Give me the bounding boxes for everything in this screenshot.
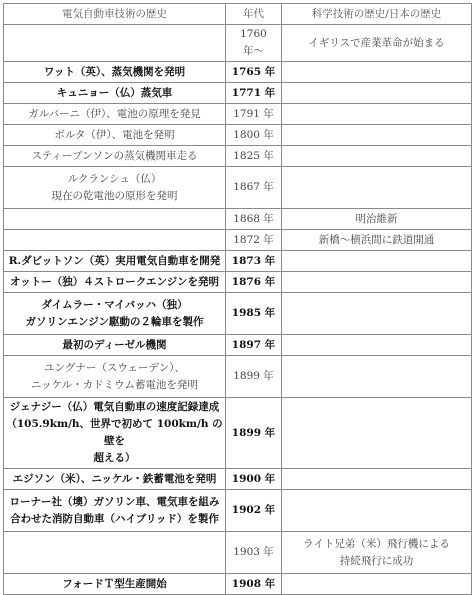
year-cell: 1771 年	[226, 83, 282, 104]
history-table	[3, 3, 472, 595]
table-row	[4, 146, 472, 167]
event-cell: ダイムラー・マイバッハ（独） ガソリンエンジン駆動の２輪車を製作	[4, 293, 226, 335]
event-cell: 最初のディーゼル機関	[4, 335, 226, 356]
year-cell: 1825 年	[226, 146, 282, 167]
year-cell: 1800 年	[226, 125, 282, 146]
world-history-cell	[282, 83, 472, 104]
table-row	[4, 574, 472, 595]
world-history-cell: 新橋〜横浜間に鉄道開通	[282, 230, 472, 251]
table-row	[4, 335, 472, 356]
table-row	[4, 125, 472, 146]
table-row	[4, 293, 472, 335]
year-cell: 1867 年	[226, 167, 282, 209]
world-history-cell	[282, 398, 472, 469]
world-history-cell	[282, 293, 472, 335]
world-history-cell	[282, 335, 472, 356]
year-cell: 1791 年	[226, 104, 282, 125]
event-cell: ワット（英）、蒸気機関を発明	[4, 62, 226, 83]
event-cell	[4, 209, 226, 230]
table-row	[4, 356, 472, 398]
year-cell: 1872 年	[226, 230, 282, 251]
world-history-cell	[282, 356, 472, 398]
event-cell	[4, 532, 226, 574]
world-history-cell	[282, 272, 472, 293]
year-cell: 1903 年	[226, 532, 282, 574]
world-history-cell	[282, 251, 472, 272]
table-row	[4, 62, 472, 83]
event-cell	[4, 25, 226, 62]
world-history-cell: 明治維新	[282, 209, 472, 230]
year-cell: 1908 年	[226, 574, 282, 595]
world-history-cell	[282, 490, 472, 532]
year-cell: 1902 年	[226, 490, 282, 532]
table-row	[4, 230, 472, 251]
year-cell: 1985 年	[226, 293, 282, 335]
year-cell: 1899 年	[226, 398, 282, 469]
header-science-japan-history: 科学技術の歴史/日本の歴史	[282, 4, 472, 25]
year-cell: 1868 年	[226, 209, 282, 230]
year-cell: 1760 年〜	[226, 25, 282, 62]
table-row	[4, 209, 472, 230]
header-ev-history: 電気自動車技術の歴史	[4, 4, 226, 25]
year-cell: 1876 年	[226, 272, 282, 293]
event-cell: ジェナジー（仏）電気自動車の速度記録達成 （105.9km/h、世界で初めて 100km/h の壁を 超える）	[4, 398, 226, 469]
event-cell: エジソン（米）、ニッケル・鉄蓄電池を発明	[4, 469, 226, 490]
table-row	[4, 272, 472, 293]
event-cell: ルクランシュ（仏） 現在の乾電池の原形を発明	[4, 167, 226, 209]
world-history-cell	[282, 146, 472, 167]
event-cell: R.ダビットソン（英）実用電気自動車を開発	[4, 251, 226, 272]
table-row	[4, 490, 472, 532]
event-cell: ユングナー（スウェーデン）、 ニッケル・カドミウム蓄電池を発明	[4, 356, 226, 398]
table-row	[4, 167, 472, 209]
year-cell: 1899 年	[226, 356, 282, 398]
header-row	[4, 4, 472, 25]
year-cell: 1900 年	[226, 469, 282, 490]
event-cell: ローナー社（墺）ガソリン車、電気車を組み 合わせた消防自動車（ハイブリッド）を製作	[4, 490, 226, 532]
event-cell: ガルバーニ（伊）、電池の原理を発見	[4, 104, 226, 125]
world-history-cell	[282, 574, 472, 595]
table-row	[4, 251, 472, 272]
world-history-cell: ライト兄弟（米）飛行機による 持続飛行に成功	[282, 532, 472, 574]
event-cell: ボルタ（伊）、電池を発明	[4, 125, 226, 146]
world-history-cell	[282, 167, 472, 209]
year-cell: 1765 年	[226, 62, 282, 83]
event-cell	[4, 230, 226, 251]
event-cell: キュニョー（仏）蒸気車	[4, 83, 226, 104]
table-row	[4, 398, 472, 469]
table-row	[4, 532, 472, 574]
world-history-cell	[282, 125, 472, 146]
year-cell: 1897 年	[226, 335, 282, 356]
world-history-cell	[282, 104, 472, 125]
table-row	[4, 104, 472, 125]
event-cell: フォードＴ型生産開始	[4, 574, 226, 595]
table-row	[4, 469, 472, 490]
table-row	[4, 25, 472, 62]
event-cell: スティーブンソンの蒸気機関車走る	[4, 146, 226, 167]
event-cell: オットー（独）４ストロークエンジンを発明	[4, 272, 226, 293]
world-history-cell: イギリスで産業革命が始まる	[282, 25, 472, 62]
world-history-cell	[282, 469, 472, 490]
table-row	[4, 83, 472, 104]
year-cell: 1873 年	[226, 251, 282, 272]
header-year: 年代	[226, 4, 282, 25]
world-history-cell	[282, 62, 472, 83]
